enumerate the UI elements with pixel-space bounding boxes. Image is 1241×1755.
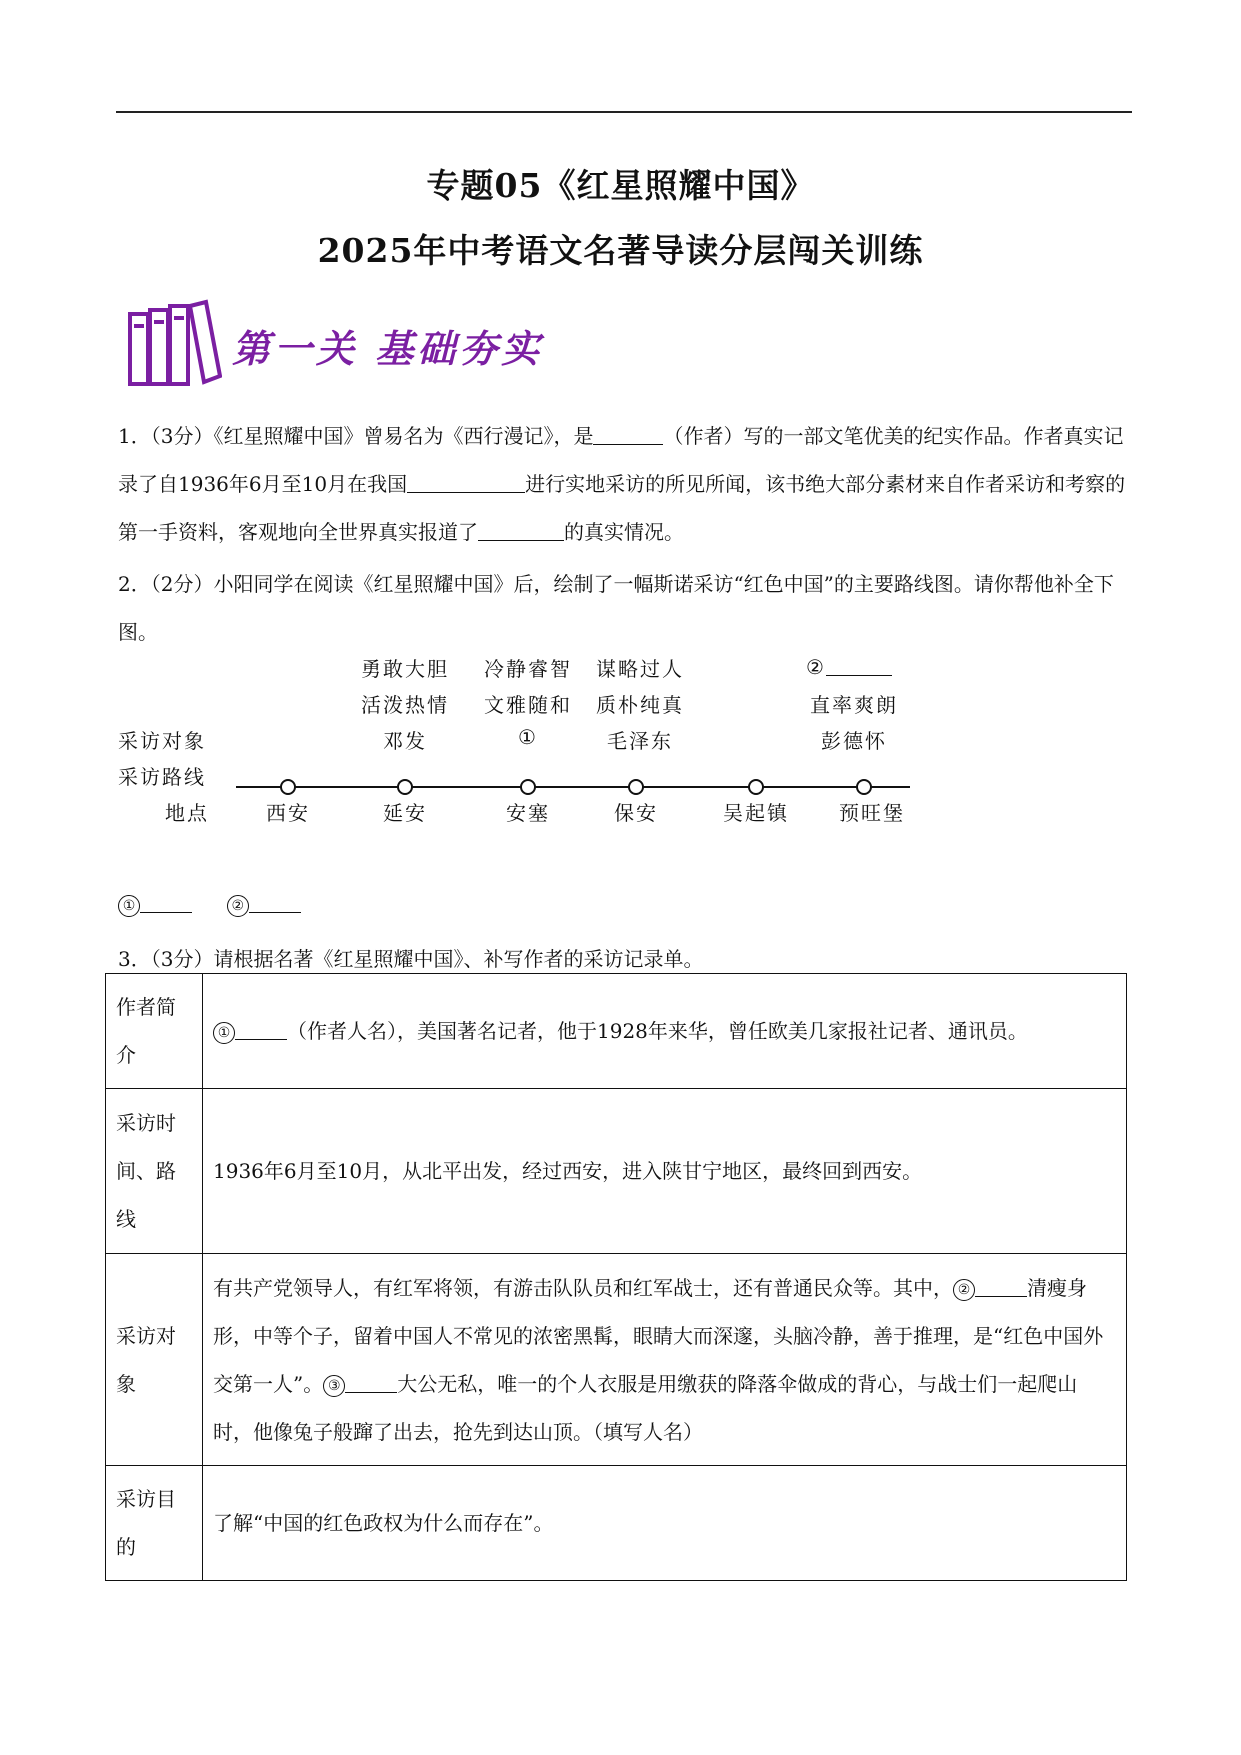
row-label-purpose: 采访目的 xyxy=(106,1466,203,1581)
traits-maozedong-1: 谋略过人 xyxy=(596,657,684,681)
page-title: 专题05《红星照耀中国》 xyxy=(426,166,815,205)
route-node-xian xyxy=(281,780,295,794)
q1-text-1: 1．（3分）《红星照耀中国》曾易名为《西行漫记》，是 xyxy=(118,424,594,448)
question-2: 2．（2分）小阳同学在阅读《红星照耀中国》后，绘制了一幅斯诺采访“红色中国”的主要路线图。请你帮他补全下图。 xyxy=(118,572,1114,644)
table-row xyxy=(106,1254,1127,1466)
row-content-author xyxy=(203,974,1127,1089)
place-xian: 西安 xyxy=(266,801,310,825)
objects-text-1: 有共产党领导人，有红军将领，有游击队队员和红军战士，还有普通民众等。其中， xyxy=(213,1275,953,1300)
row-content-purpose: 了解“中国的红色政权为什么而存在”。 xyxy=(203,1466,1127,1581)
person-pengdehuai: 彭德怀 xyxy=(821,729,887,753)
blank-mark-2: ② xyxy=(953,1279,975,1301)
route-node-baoan xyxy=(629,780,643,794)
place-ansai: 安塞 xyxy=(506,801,550,825)
row-label-time-route: 采访时间、路线 xyxy=(106,1089,203,1254)
row-label-objects: 采访对象 xyxy=(106,1254,203,1466)
traits-maozedong-2: 质朴纯真 xyxy=(596,693,684,717)
table-row xyxy=(106,974,1127,1089)
route-diagram xyxy=(0,640,1241,840)
traits-pengdehuai: 直率爽朗 xyxy=(810,693,898,717)
question-1 xyxy=(118,412,1128,556)
author-intro-text: （作者人名），美国著名记者，他于1928年来华，曾任欧美几家报社记者、通讯员。 xyxy=(287,1019,1028,1043)
route-node-yanan xyxy=(398,780,412,794)
traits-blank2-line[interactable] xyxy=(826,653,892,676)
q1-text-2: （作者）写的一部文笔优美的纪实作品。作者真实记录了自1936年6月至10月在我国 xyxy=(118,424,1124,496)
traits-dengfa-1: 勇敢大胆 xyxy=(361,657,449,681)
blank-mark-3: ③ xyxy=(323,1375,345,1397)
books-icon xyxy=(126,296,222,392)
objects-text-3: 大公无私，唯一的个人衣服是用缴获的降落伞做成的背心，与战士们一起爬山时，他像兔子般蹿了出去，抢先到达山顶。（填写人名） xyxy=(213,1371,1078,1444)
answer-blank-2[interactable] xyxy=(249,890,301,913)
author-name-blank[interactable] xyxy=(235,1017,287,1040)
page-subtitle: 2025年中考语文名著导读分层闯关训练 xyxy=(317,231,924,270)
q1-text-4: 的真实情况。 xyxy=(564,520,684,544)
answer-blank-1[interactable] xyxy=(140,890,192,913)
traits-blank2-mark: ② xyxy=(806,655,826,679)
person-blank-2[interactable] xyxy=(975,1274,1027,1297)
row-label-author: 作者简介 xyxy=(106,974,203,1089)
objects-text-2: 清瘦身形，中等个子，留着中国人不常见的浓密黑髯，眼睛大而深邃，头脑冷静，善于推理，是“红色中国外交第一人”。 xyxy=(213,1275,1104,1396)
traits-blank1-1: 冷静睿智 xyxy=(484,657,572,681)
person-maozedong: 毛泽东 xyxy=(607,729,673,753)
place-yanan: 延安 xyxy=(383,801,427,825)
table-row xyxy=(106,1466,1127,1581)
route-node-wuqizhen xyxy=(749,780,763,794)
q1-blank-region[interactable] xyxy=(407,470,525,493)
q2-answer-line xyxy=(118,890,301,917)
label-interview-objects: 采访对象 xyxy=(118,729,206,753)
route-node-yuwangbao xyxy=(857,780,871,794)
place-yuwangbao: 预旺堡 xyxy=(839,801,905,825)
person-blank-3[interactable] xyxy=(345,1370,397,1393)
blank-mark-1: ① xyxy=(213,1022,235,1044)
table-row xyxy=(106,1089,1127,1254)
section-banner xyxy=(126,296,586,392)
label-interview-route: 采访路线 xyxy=(118,765,206,789)
row-content-objects xyxy=(203,1254,1127,1466)
person-dengfa: 邓发 xyxy=(383,729,427,753)
q1-blank-situation[interactable] xyxy=(478,518,564,541)
label-places: 地点 xyxy=(165,801,209,825)
traits-dengfa-2: 活泼热情 xyxy=(361,693,449,717)
place-wuqizhen: 吴起镇 xyxy=(723,801,789,825)
header-rule xyxy=(116,111,1132,113)
banner-title: 第一关 基础夯实 xyxy=(232,326,544,371)
row-content-time-route: 1936年6月至10月，从北平出发，经过西安，进入陕甘宁地区，最终回到西安。 xyxy=(203,1089,1127,1254)
answer-mark-1: ① xyxy=(118,895,140,917)
q1-text-3: 进行实地采访的所见所闻，该书绝大部分素材来自作者采访和考察的第一手资料，客观地向全世界真实报道了 xyxy=(118,472,1126,544)
route-node-ansai xyxy=(521,780,535,794)
person-blank-1[interactable]: ① xyxy=(518,725,538,749)
place-baoan: 保安 xyxy=(614,801,658,825)
traits-blank2[interactable] xyxy=(806,653,892,679)
answer-mark-2: ② xyxy=(227,895,249,917)
traits-blank1-2: 文雅随和 xyxy=(484,693,572,717)
question-3: 3．（3分）请根据名著《红星照耀中国》、补写作者的采访记录单。 xyxy=(118,947,704,971)
interview-record-table xyxy=(105,973,1127,1581)
q1-blank-author[interactable] xyxy=(593,422,663,445)
